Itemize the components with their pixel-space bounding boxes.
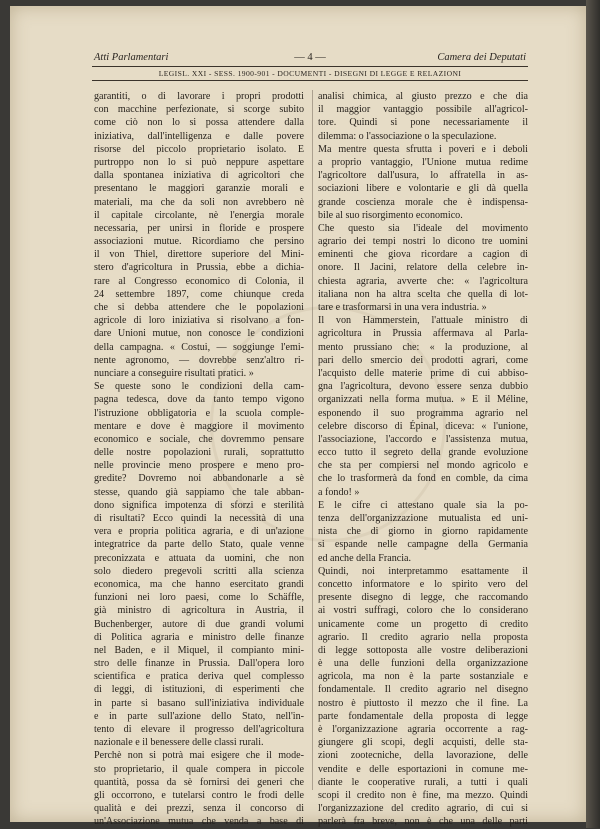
text-line: nazionale e il benessere delle classi rurali.: [94, 737, 264, 749]
text-line: celebre discorso di Épinal, diceva: « l'unione,: [318, 420, 528, 432]
text-line: che sta per compiersi nel mondo agricolo e: [318, 460, 528, 472]
header-rule-top: [92, 66, 528, 67]
header-right: Camera dei Deputati: [437, 52, 526, 63]
page-number: — 4 —: [294, 52, 326, 63]
text-line: agrario dei tempi nostri lo dicono tre uomini: [318, 236, 528, 248]
text-line: organizzati nella forma mutua. » E il Méline,: [318, 394, 528, 406]
right-text-column: [318, 90, 528, 829]
text-line: il von Thiel, direttore superiore del Mini-: [94, 249, 304, 261]
text-line: a proprio vantaggio, l'Unione mutua redime: [318, 156, 528, 168]
legislature-subheader: LEGISL. XXI - SESS. 1900-901 - DOCUMENTI - DISEGNI DI LEGGE E RELAZIONI: [158, 69, 462, 78]
text-line: un'Associazione mutua che venda a base di: [94, 816, 304, 828]
text-line: vera e propria politica agraria, e di un'azione: [94, 526, 304, 538]
text-line: agricola, ma non è la parte sostanziale e: [318, 671, 528, 683]
text-line: l'organizzazione del credito agrario, di cui si: [318, 803, 528, 815]
text-line: unicamente come un progetto di credito: [318, 618, 528, 630]
text-line: purtroppo non lo si può neppure aspettare: [94, 156, 304, 168]
text-line: ed anche della Francia.: [318, 552, 412, 564]
text-line: E le cifre ci attestano quale sia la po-: [318, 499, 528, 511]
text-line: gredite? Dovremo noi abbandonarle a sè: [94, 473, 304, 485]
running-header: [94, 52, 526, 66]
text-line: materiali, ma che da soli non avrebbero nè: [94, 196, 304, 208]
text-line: che si debba attendere che le popolazioni: [94, 302, 304, 313]
text-line: integratrice da parte dello Stato, quale venne: [94, 539, 304, 551]
column-gutter: [312, 90, 313, 790]
text-line: di Politica agraria e ministro delle finanze: [94, 631, 304, 643]
text-line: a fondo! »: [318, 486, 360, 498]
text-line: dono significa impotenza di sforzi e sterilità: [94, 499, 304, 511]
text-line: zioni zootecniche, della lavorazione, delle: [318, 750, 528, 762]
text-line: ecco tutto il segreto della grande evoluzione: [318, 447, 528, 459]
text-line: il maggior vantaggio possibile all'agricol-: [318, 104, 528, 116]
header-left: Atti Parlamentari: [94, 52, 169, 63]
text-line: l'agricoltore dall'usura, lo affratella in as-: [318, 170, 528, 182]
text-line: Buchenberger, autore di due grandi volumi: [94, 618, 304, 630]
text-line: concetto informatore e lo spirito vero del: [318, 578, 528, 590]
text-line: economica, ma che hanno esercitato grandi: [94, 578, 304, 590]
text-line: che lo trasformerà da fond en comble, da cima: [318, 473, 528, 485]
text-line: necessaria, per unirsi in floride e prospere: [94, 222, 304, 234]
text-line: nel Baden, e il Miquel, il compianto mini-: [94, 644, 304, 656]
text-line: stesse, quando già sappiamo che tale abban-: [94, 486, 304, 498]
page-edge-shadow: [586, 0, 600, 828]
text-line: stro delle finanze in Prussia. Dall'opera loro: [94, 658, 304, 670]
text-line: 24 settembre 1897, come chiunque creda: [94, 288, 304, 300]
text-line: funzioni nei loro paesi, come lo Schäffle,: [94, 592, 304, 604]
text-line: nelle provincie meno prospere e meno pro-: [94, 460, 304, 472]
text-line: diante le cooperative rurali, a tutti i quali: [318, 776, 528, 788]
text-line: con macchine perfezionate, si scorge subito: [94, 104, 304, 116]
text-line: tenza dell'organizzazione mutualista ed uni-: [318, 513, 528, 524]
text-line: mento prussiano che: « la produzione, al: [318, 341, 528, 353]
text-line: e in parte sull'azione dello Stato, nell'in-: [94, 710, 304, 722]
text-line: scientifica e pratica deriva quel complesso: [94, 671, 304, 683]
text-line: dilemma: o l'associazione o la speculazione.: [318, 130, 497, 142]
text-line: chiesta agraria, avverte che: « l'agricoltura: [318, 275, 528, 287]
text-line: della campagna. « Costui, — soggiunge l'emi-: [94, 341, 304, 353]
text-line: l'istruzione obbligatoria e la scuola comple-: [94, 407, 304, 419]
text-line: agricoltura in Prussia affermava al Parla-: [318, 328, 528, 340]
text-line: analisi chimica, al giusto prezzo e che dia: [318, 91, 528, 102]
text-line: iniziativa, dall'intelligenza e dalle povere: [94, 130, 304, 142]
text-line: l'acquisto delle materie prime di cui abbiso-: [318, 367, 528, 379]
text-line: gli occorrono, e tutelarsi contro le frodi delle: [94, 789, 304, 801]
text-line: delle nostre popolazioni rurali, soprattutto: [94, 447, 304, 459]
text-line: Se queste sono le condizioni della cam-: [94, 381, 304, 393]
text-line: mentare e dove è maggiore il movimento: [94, 420, 304, 432]
text-line: nente agronomo, — dovrebbe senz'altro ri-: [94, 354, 304, 366]
text-line: nista che di giorno in giorno rapidamente: [318, 526, 528, 538]
text-line: pari dello smercio dei prodotti agrari, come: [318, 354, 528, 366]
text-line: bile al suo risorgimento economico.: [318, 209, 463, 221]
text-line: fondamentale. Il credito agrario nel disegno: [318, 684, 528, 696]
text-line: di legge sottoposta alle vostre deliberazioni: [318, 644, 528, 656]
text-line: eminenti che giova ricordare a cagion di: [318, 249, 528, 261]
text-line: l'associazione, l'accordo e l'assistenza mutua,: [318, 433, 528, 445]
text-line: Che questo sia l'ideale del movimento: [318, 222, 528, 234]
text-line: in parte si basano sull'iniziativa individuale: [94, 697, 304, 709]
text-line: Il von Hammerstein, l'attuale ministro di: [318, 315, 528, 327]
text-line: Quindi, noi interpretammo esattamente il: [318, 565, 528, 577]
text-line: presentano le maggiori garanzie morali e: [94, 183, 304, 195]
text-line: il capitale circolante, nè l'energia morale: [94, 209, 304, 221]
text-line: giungere gli scopi, degli acquisti, delle sta-: [318, 737, 528, 749]
text-line: agricole di loro iniziativa si risolvano a fon-: [94, 315, 304, 327]
text-line: quantità, possa da sè fornirsi dei generi che: [94, 776, 304, 788]
text-line: Ma mentre questa sfrutta i poveri e i deboli: [318, 143, 528, 155]
text-line: agrario. Il credito agrario nella proposta: [318, 631, 528, 643]
text-line: preconizzata e attuata da uomini, che non: [94, 552, 304, 564]
text-line: onore. Il Jacini, relatore della celebre in-: [318, 262, 528, 274]
text-line: di risultati? Ecco quindi la necessità di una: [94, 513, 304, 524]
text-line: parlerà fra breve, non è che una delle parti: [318, 816, 528, 828]
header-rule-bottom: [92, 80, 528, 81]
text-line: si espande nelle campagne della Germania: [318, 539, 528, 551]
text-line: è l'organizzazione agraria occorrente a rag-: [318, 724, 528, 735]
text-line: già ministro di agricoltura in Austria, il: [94, 605, 304, 617]
text-line: gna l'agricoltura, devono essere senza dubbio: [318, 381, 528, 393]
text-line: risorse del piccolo proprietario isolato. E: [94, 143, 304, 155]
text-line: è una delle funzioni della organizzazione: [318, 658, 528, 670]
text-line: presente disegno di legge, che raccomando: [318, 592, 528, 604]
text-line: stero d'agricoltura in Prussia, ebbe a dichia-: [94, 262, 304, 274]
text-line: Perchè non si potrà mai esigere che il mode-: [94, 750, 304, 762]
text-line: ai vostri suffragi, coloro che lo considerano: [318, 605, 528, 617]
text-line: rare al Congresso economico di Colonia, il: [94, 275, 304, 287]
text-line: come ciò non lo si possa attendere dalla: [94, 117, 304, 129]
text-line: grande coscienza morale che è indispensa-: [318, 196, 528, 208]
text-line: esponendo il suo programma agrario nel: [318, 407, 528, 419]
text-line: qualità e dei prezzi, senza il concorso di: [94, 803, 304, 815]
text-line: nostro è piuttosto il mezzo che il fine. La: [318, 697, 528, 709]
text-line: nunciare a conseguire risultati pratici. »: [94, 367, 254, 379]
text-line: garantiti, o di lavorare i propri prodotti: [94, 91, 304, 102]
text-line: scopi il credito non è fine, ma mezzo. Quindi: [318, 789, 528, 801]
text-line: vendite e delle esportazioni in comune me-: [318, 763, 528, 775]
text-line: di leggi, di istituzioni, di esperimenti che: [94, 684, 304, 696]
text-line: tento di elevare il progresso dell'agricoltura: [94, 724, 304, 735]
text-line: economico e sociale, che dovremmo pensare: [94, 433, 304, 445]
text-line: tore. Quindi si pone necessariamente il: [318, 117, 528, 129]
text-line: dare Unioni mutue, non conosce le condizioni: [94, 328, 304, 340]
text-line: tare e trasformarsi in una vera industria. »: [318, 302, 487, 313]
text-line: italiana non ha altra scelta che quella di lot-: [318, 288, 528, 300]
left-text-column: [94, 90, 304, 829]
text-line: sociazioni libere e volontarie e gli dà quella: [318, 183, 528, 195]
text-line: solo diedero pregevoli scritti alla scienza: [94, 565, 304, 577]
text-line: associazioni mutue. Ricordiamo che persino: [94, 236, 304, 248]
text-line: parte fondamentale della proposta di legge: [318, 710, 528, 722]
text-line: pagna tedesca, dove da tanto tempo vigono: [94, 394, 304, 406]
text-line: dalla spontanea iniziativa di agricoltori che: [94, 170, 304, 182]
text-line: sto proprietario, il quale compera in piccole: [94, 763, 304, 775]
